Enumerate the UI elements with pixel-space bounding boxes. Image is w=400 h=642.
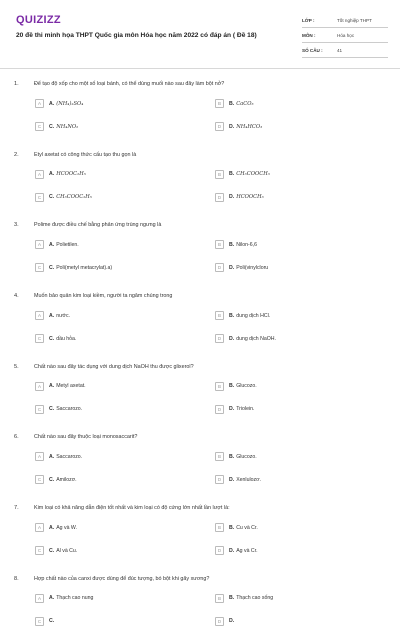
answer-value: Poli(metyl metacrylat).a) <box>56 264 113 271</box>
answer-letter: C. <box>49 547 55 554</box>
answer-text <box>229 265 268 271</box>
answer-checkbox[interactable]: C <box>35 617 44 626</box>
answer-text <box>49 383 86 389</box>
answer-checkbox[interactable]: C <box>35 405 44 414</box>
answer-option[interactable] <box>35 263 112 272</box>
answer-text <box>229 406 254 412</box>
answer-option[interactable] <box>215 452 257 461</box>
answer-text <box>229 454 257 460</box>
question-number: 5. <box>14 363 19 370</box>
question-text: Hợp chất nào của canxi được dùng để đúc tượng, bó bột khi gãy xương? <box>34 575 210 582</box>
answer-checkbox[interactable]: D <box>215 405 224 414</box>
answer-value: Poli(vinylcloru <box>236 264 269 271</box>
answer-letter: D. <box>229 618 235 625</box>
chemical-formula: (NH₄)₂SO₄ <box>56 100 84 107</box>
answer-checkbox[interactable]: A <box>35 594 44 603</box>
answer-option[interactable] <box>215 382 257 391</box>
answer-option[interactable] <box>215 546 258 555</box>
answer-value: dầu hỏa. <box>56 335 77 342</box>
answer-option[interactable] <box>215 617 236 626</box>
answer-text <box>49 313 70 319</box>
answer-letter: A. <box>49 171 55 178</box>
question-text: Kim loại có khả năng dẫn điện tốt nhất và kim loại có độ cứng lớn nhất lần lượt là: <box>34 505 230 512</box>
answer-letter: D. <box>229 335 235 342</box>
answer-option[interactable] <box>35 523 77 532</box>
answer-text <box>49 618 56 624</box>
answer-option[interactable] <box>35 122 78 131</box>
answer-value: Ag và Cr. <box>236 547 258 554</box>
worksheet-meta <box>302 13 388 58</box>
answer-option[interactable] <box>35 546 77 555</box>
answer-text <box>49 406 82 412</box>
chemical-formula: CaCO₃ <box>236 100 254 107</box>
answer-letter: B. <box>229 312 235 319</box>
answer-text <box>229 124 262 130</box>
header-divider <box>0 68 400 69</box>
answer-checkbox[interactable]: C <box>35 263 44 272</box>
answer-letter: A. <box>49 312 55 319</box>
answer-letter: C. <box>49 335 55 342</box>
answer-letter: D. <box>229 547 235 554</box>
answer-checkbox[interactable]: C <box>35 122 44 131</box>
chemical-formula: HCOOCH₃ <box>236 194 264 201</box>
answer-letter: C. <box>49 264 55 271</box>
question-item <box>0 217 400 288</box>
answer-value: Metyl axetat. <box>56 383 86 390</box>
answer-option[interactable] <box>35 240 79 249</box>
meta-label: MÔN : <box>302 32 316 38</box>
question-number: 4. <box>14 293 19 300</box>
answer-checkbox[interactable]: D <box>215 334 224 343</box>
question-text: Chất nào sau đây thuộc loại monosaccarit? <box>34 434 138 441</box>
chemical-formula: NH₄HCO₃ <box>236 123 263 130</box>
meta-row-subject <box>302 28 388 43</box>
answer-letter: D. <box>229 264 235 271</box>
chemical-formula: HCOOC₂H₅ <box>56 171 86 178</box>
worksheet-header <box>0 0 400 68</box>
answer-letter: B. <box>229 453 235 460</box>
answer-letter: C. <box>49 123 55 130</box>
answer-option[interactable] <box>215 311 270 320</box>
answer-text <box>49 124 78 130</box>
answer-value: Ag và W. <box>56 524 77 531</box>
answer-letter: A. <box>49 383 55 390</box>
meta-row-count <box>302 43 388 58</box>
answer-checkbox[interactable]: A <box>35 99 44 108</box>
answer-text <box>49 336 76 342</box>
answer-option[interactable] <box>35 452 82 461</box>
answer-letter: C. <box>49 618 55 625</box>
answer-text <box>49 265 112 271</box>
question-item <box>0 288 400 359</box>
answer-option[interactable] <box>35 405 82 414</box>
answer-option[interactable] <box>35 475 77 484</box>
quizizz-logo: QUIZIZZ <box>16 14 61 26</box>
answer-text <box>229 595 273 601</box>
answer-value: Al và Cu. <box>56 547 78 554</box>
answer-letter: C. <box>49 406 55 413</box>
answer-checkbox[interactable]: B <box>215 170 224 179</box>
answer-value: Polietilen. <box>56 241 79 248</box>
answer-checkbox[interactable]: D <box>215 122 224 131</box>
meta-row-class <box>302 13 388 28</box>
question-text: Để tạo độ xốp cho một số loại bánh, có thể dùng muối nào sau đây làm bột nở? <box>34 81 225 87</box>
answer-letter: A. <box>49 595 55 602</box>
question-item <box>0 571 400 642</box>
answer-letter: B. <box>229 524 235 531</box>
question-text: Muốn bảo quản kim loại kiềm, người ta ngâm chúng trong <box>34 293 173 300</box>
answer-letter: A. <box>49 241 55 248</box>
answer-checkbox[interactable]: B <box>215 382 224 391</box>
answer-text <box>49 525 77 531</box>
meta-label: SỐ CÂU : <box>302 47 323 53</box>
question-number: 8. <box>14 575 19 582</box>
answer-value: Nilon-6,6 <box>236 241 257 248</box>
answer-text <box>49 548 77 554</box>
answer-value: Glucozo. <box>236 453 257 460</box>
answer-value: Saccarozo. <box>56 406 83 413</box>
question-number: 6. <box>14 434 19 441</box>
answer-value: Glucozo. <box>236 383 257 390</box>
question-text: Polime được điều chế bằng phản ứng trùng ngưng là <box>34 222 162 229</box>
meta-value: Tốt nghiệp THPT <box>337 17 372 23</box>
answer-option[interactable] <box>35 99 83 108</box>
question-number: 2. <box>14 151 19 158</box>
answer-option[interactable] <box>215 99 254 108</box>
meta-value: 41 <box>337 47 343 53</box>
answer-letter: B. <box>229 595 235 602</box>
question-number: 1. <box>14 81 19 87</box>
answer-text <box>49 194 92 200</box>
answer-checkbox[interactable]: D <box>215 193 224 202</box>
answer-checkbox[interactable]: B <box>215 240 224 249</box>
answer-value: Thạch cao sống <box>236 595 274 602</box>
answer-option[interactable] <box>215 334 276 343</box>
answer-value: Xenlulozơ. <box>236 476 261 483</box>
answer-text <box>229 525 258 531</box>
question-item <box>0 429 400 500</box>
answer-checkbox[interactable]: D <box>215 617 224 626</box>
question-item <box>0 500 400 571</box>
answer-checkbox[interactable]: A <box>35 452 44 461</box>
answer-checkbox[interactable]: C <box>35 334 44 343</box>
answer-checkbox[interactable]: D <box>215 546 224 555</box>
answer-letter: A. <box>49 100 55 107</box>
answer-checkbox[interactable]: D <box>215 475 224 484</box>
answer-checkbox[interactable]: B <box>215 452 224 461</box>
answer-option[interactable] <box>35 617 56 626</box>
question-number: 7. <box>14 505 19 512</box>
answer-checkbox[interactable]: C <box>35 546 44 555</box>
answer-letter: C. <box>49 194 55 201</box>
answer-checkbox[interactable]: D <box>215 263 224 272</box>
answer-option[interactable] <box>215 523 258 532</box>
answer-text <box>229 242 257 248</box>
answer-option[interactable] <box>35 594 93 603</box>
answer-text <box>229 336 276 342</box>
answer-value: nước. <box>56 312 70 319</box>
answer-letter: B. <box>229 100 235 107</box>
answer-text <box>229 171 270 177</box>
question-text: Etyl axetat có công thức cấu tạo thu gọn là <box>34 151 137 158</box>
answer-option[interactable] <box>35 382 86 391</box>
answer-letter: B. <box>229 241 235 248</box>
answer-option[interactable] <box>215 475 261 484</box>
answer-checkbox[interactable]: A <box>35 523 44 532</box>
answer-letter: C. <box>49 476 55 483</box>
question-item <box>0 359 400 430</box>
worksheet-title: 20 đề thi minh họa THPT Quốc gia môn Hóa học năm 2022 có đáp án ( Đề 18) <box>16 32 257 39</box>
question-text: Chất nào sau đây tác dụng với dung dịch NaOH thu được glixerol? <box>34 363 194 370</box>
answer-checkbox[interactable]: A <box>35 170 44 179</box>
answer-checkbox[interactable]: A <box>35 240 44 249</box>
chemical-formula: NH₄NO₂ <box>56 123 79 130</box>
answer-checkbox[interactable]: A <box>35 311 44 320</box>
chemical-formula: CH₃COOCH₃ <box>236 171 270 178</box>
answer-letter: A. <box>49 524 55 531</box>
answer-letter: B. <box>229 383 235 390</box>
answer-checkbox[interactable]: B <box>215 311 224 320</box>
answer-option[interactable] <box>215 170 270 179</box>
answer-checkbox[interactable]: B <box>215 523 224 532</box>
answer-option[interactable] <box>35 334 76 343</box>
answer-text <box>229 313 270 319</box>
answer-letter: D. <box>229 194 235 201</box>
answer-checkbox[interactable]: A <box>35 382 44 391</box>
meta-label: LỚP : <box>302 17 315 23</box>
answer-letter: D. <box>229 123 235 130</box>
answer-text <box>49 101 83 107</box>
answer-text <box>49 595 93 601</box>
answer-text <box>229 548 258 554</box>
answer-option[interactable] <box>35 311 70 320</box>
answer-text <box>229 477 261 483</box>
question-list <box>0 76 400 642</box>
chemical-formula: CH₃COOC₂H₅ <box>56 194 92 201</box>
answer-checkbox[interactable]: C <box>35 475 44 484</box>
answer-value: Saccarozo. <box>56 453 83 460</box>
answer-option[interactable] <box>35 193 92 202</box>
answer-option[interactable] <box>215 263 268 272</box>
answer-letter: B. <box>229 171 235 178</box>
question-item <box>0 76 400 147</box>
answer-text <box>229 618 236 624</box>
answer-text <box>229 383 257 389</box>
answer-text <box>49 454 82 460</box>
answer-option[interactable] <box>215 405 254 414</box>
answer-text <box>49 171 86 177</box>
answer-option[interactable] <box>215 594 273 603</box>
answer-text <box>49 242 79 248</box>
meta-value: Hóa học <box>337 32 355 38</box>
answer-text <box>229 101 254 107</box>
answer-text <box>229 194 264 200</box>
answer-option[interactable] <box>215 193 264 202</box>
answer-letter: D. <box>229 476 235 483</box>
answer-checkbox[interactable]: C <box>35 193 44 202</box>
answer-checkbox[interactable]: B <box>215 594 224 603</box>
answer-value: Thạch cao nung <box>56 595 94 602</box>
answer-option[interactable] <box>215 240 257 249</box>
answer-value: Amilozơ. <box>56 476 77 483</box>
answer-value: dung dịch NaOH. <box>236 335 276 342</box>
answer-value: Triolein. <box>236 406 255 413</box>
answer-text <box>49 477 77 483</box>
question-item <box>0 147 400 218</box>
answer-checkbox[interactable]: B <box>215 99 224 108</box>
answer-value: Cu và Cr. <box>236 524 258 531</box>
question-number: 3. <box>14 222 19 229</box>
answer-option[interactable] <box>215 122 262 131</box>
answer-letter: A. <box>49 453 55 460</box>
answer-option[interactable] <box>35 170 86 179</box>
answer-value: dung dịch HCl. <box>236 312 271 319</box>
answer-letter: D. <box>229 406 235 413</box>
